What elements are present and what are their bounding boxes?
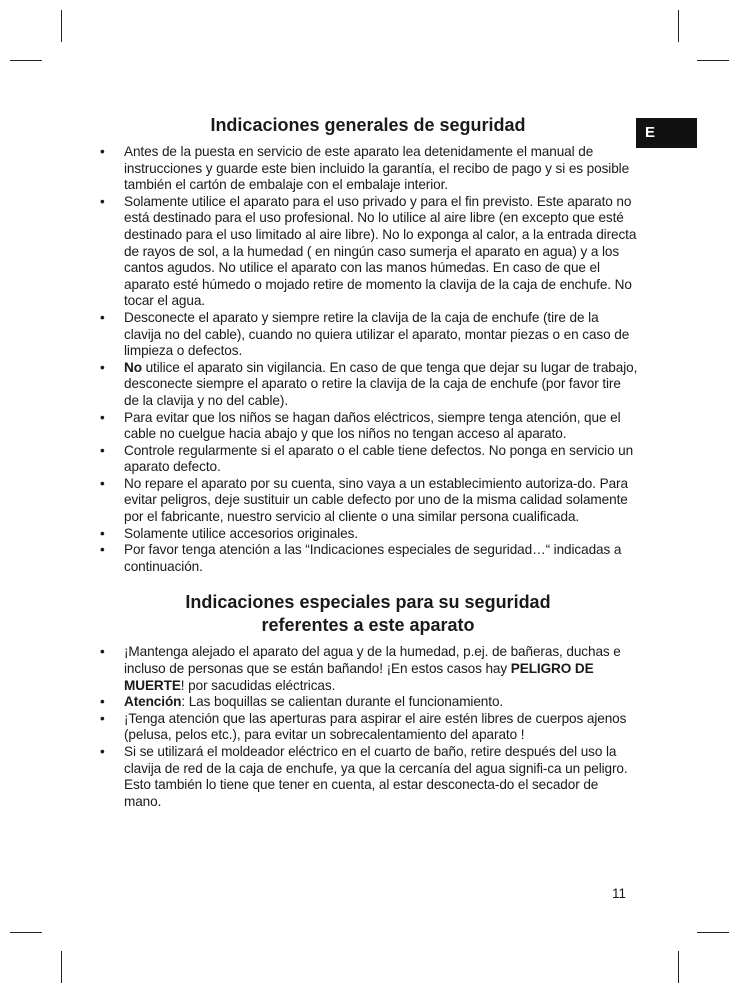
danger-warning-text: PELIGRO DE MUERTE xyxy=(124,661,594,693)
list-item xyxy=(98,644,638,694)
item-text: Desconecte el aparato y siempre retire la clavija de la caja de enchufe (tire de la clavija no del cable), cuando no quiera utilizar el aparato, montar piezas o en caso de limpieza o defectos. xyxy=(124,309,630,359)
item-text: No repare el aparato por su cuenta, sino vaya a un establecimiento autoriza-do. Para evitar peligros, deje sustituir un cable defecto por uno de la misma calidad solamente por el fabricante, nuestro servicio al cliente o una similar persona cualificada. xyxy=(124,475,628,525)
crop-mark-bottom-right-horizontal xyxy=(697,932,729,933)
list-item xyxy=(98,694,638,711)
list-item xyxy=(98,144,638,194)
item-bold-text: No xyxy=(124,359,142,375)
item-text: ¡Mantenga alejado el aparato del agua y de la humedad, p.ej. de bañeras, duchas e incluso de personas que se están bañando! ¡En estos casos hay xyxy=(124,644,621,677)
bullet: • xyxy=(100,193,105,209)
bullet: • xyxy=(100,744,105,759)
list-item xyxy=(98,310,638,360)
item-text: Para evitar que los niños se hagan daños eléctricos, siempre tenga atención, que el cable no cuelgue hacia abajo y que los niños no tengan acceso al aparato. xyxy=(124,409,621,442)
bullet: • xyxy=(100,694,105,710)
item-text: ¡Tenga atención que las aperturas para aspirar el aire estén libres de cuerpos ajenos (pelusa, pelos etc.), para evitar un sobrecalentamiento del aparato ! xyxy=(124,710,627,743)
crop-mark-bottom-right-vertical xyxy=(678,951,679,983)
general-safety-list xyxy=(98,144,638,575)
list-item xyxy=(98,526,638,543)
item-text: utilice el aparato sin vigilancia. En caso de que tenga que dejar su lugar de trabajo, desconecte siempre el aparato o retire la clavija de la caja de enchufe (por favor tire de la clavija y no del cable). xyxy=(124,359,638,408)
bullet: • xyxy=(100,542,105,558)
bullet: • xyxy=(100,525,105,541)
title-line-1: Indicaciones especiales para su seguridad xyxy=(185,592,551,613)
attention-label: Atención xyxy=(124,694,182,710)
bullet: • xyxy=(100,644,105,660)
bullet: • xyxy=(100,409,105,425)
document-body xyxy=(98,114,638,810)
bullet: • xyxy=(100,442,105,458)
bullet: • xyxy=(100,475,105,491)
list-item xyxy=(98,194,638,310)
crop-mark-bottom-left-horizontal xyxy=(10,932,42,933)
section-special-safety-title xyxy=(98,591,638,637)
list-item xyxy=(98,476,638,526)
bullet: • xyxy=(100,144,105,159)
list-item xyxy=(98,360,638,410)
crop-mark-top-left-horizontal xyxy=(10,60,42,61)
item-text: Controle regularmente si el aparato o el cable tiene defectos. No ponga en servicio un aparato defecto. xyxy=(124,442,634,475)
title-line-2: referentes a este aparato xyxy=(261,615,475,636)
bullet: • xyxy=(100,710,105,726)
crop-mark-top-left-vertical xyxy=(61,10,62,42)
list-item xyxy=(98,443,638,476)
special-safety-list xyxy=(98,644,638,810)
language-tab: E xyxy=(636,118,697,148)
list-item xyxy=(98,410,638,443)
item-text: Solamente utilice el aparato para el uso privado y para el fin previsto. Este aparato no está destinado para el uso profesional. No lo utilice al aire libre (en excepto que esté destinado para el uso limitado al aire libre). No lo exponga al calor, a la entrada directa de rayos de sol, a la humedad ( en ningún caso sumerja el aparato en agua) y a los cantos agudos. No utilice el aparato con las manos húmedas. En caso de que el aparato esté húmedo o mojado retire de momento la clavija de la caja de enchufe. No tocar el agua. xyxy=(124,193,637,309)
item-text: Antes de la puesta en servicio de este aparato lea detenidamente el manual de instrucciones y guarde este bien incluido la garantía, el recibo de pago y si es posible también el cartón de embalaje con el embalaje interior. xyxy=(124,144,630,193)
list-item xyxy=(98,542,638,575)
crop-mark-top-right-horizontal xyxy=(697,60,729,61)
item-text: : Las boquillas se calientan durante el funcionamiento. xyxy=(181,694,504,710)
list-item xyxy=(98,744,638,810)
bullet: • xyxy=(100,359,105,375)
item-text: Si se utilizará el moldeador eléctrico en el cuarto de baño, retire después del uso la clavija de red de la caja de enchufe, ya que la cercanía del agua signifi-ca un peligro. Esto también lo tiene que tener en cuenta, al estar desconecta-do el secador de mano. xyxy=(124,744,628,809)
item-text: ! por sacudidas eléctricas. xyxy=(180,677,336,693)
item-text: Por favor tenga atención a las “Indicaciones especiales de seguridad…“ indicadas a continuación. xyxy=(124,542,622,574)
list-item xyxy=(98,711,638,744)
crop-mark-bottom-left-vertical xyxy=(61,951,62,983)
crop-mark-top-right-vertical xyxy=(678,10,679,42)
page-number: 11 xyxy=(612,886,627,901)
bullet: • xyxy=(100,309,105,325)
section-general-safety-title: Indicaciones generales de seguridad xyxy=(210,115,526,135)
item-text: Solamente utilice accesorios originales. xyxy=(124,525,359,541)
